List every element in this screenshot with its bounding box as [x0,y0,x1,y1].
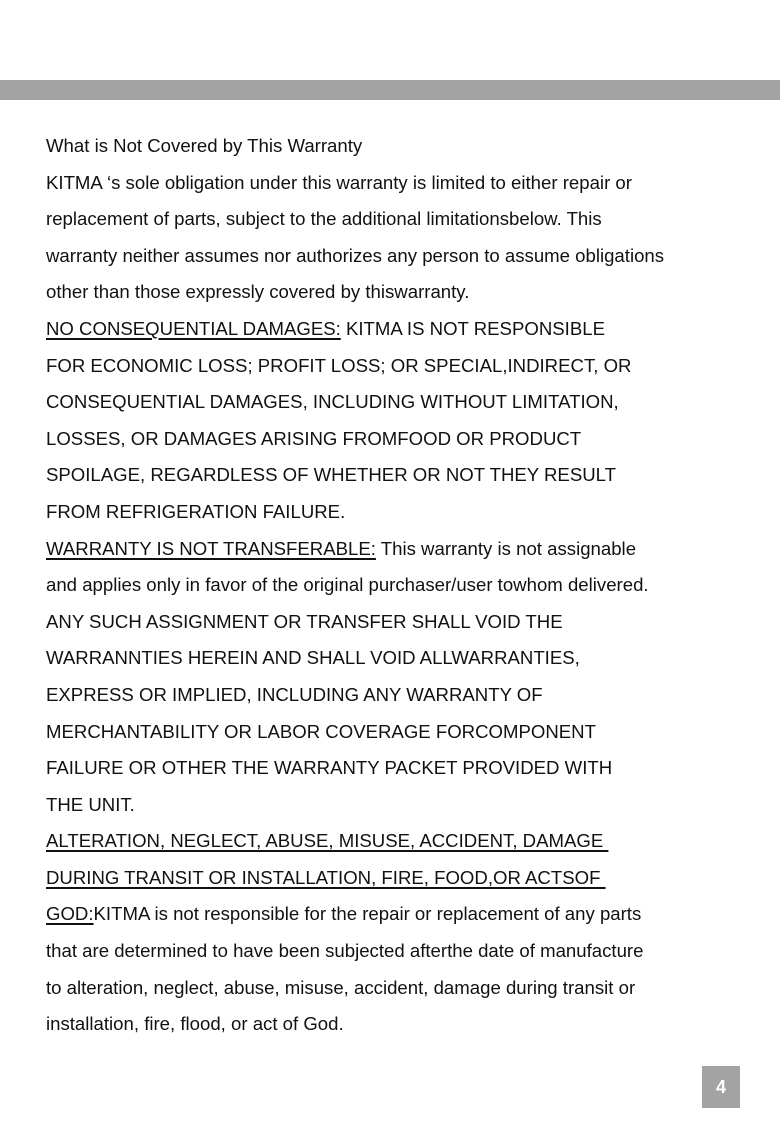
intro-line: KITMA ‘s sole obligation under this warranty is limited to either repair or [46,171,632,193]
intro-line: warranty neither assumes nor authorizes any person to assume obligations [46,244,665,266]
alteration-line [46,896,756,933]
transferable-line [46,531,756,568]
alteration-line: to alteration, neglect, abuse, misuse, accident, damage during transit or [46,976,636,998]
transferable-heading: WARRANTY IS NOT TRANSFERABLE: [46,537,376,559]
section-heading: What is Not Covered by This Warranty [46,135,363,156]
alteration-heading: DURING TRANSIT OR INSTALLATION, FIRE, FOOD,OR ACTSOF [46,866,606,888]
header-bar [0,80,780,100]
transferable-line: and applies only in favor of the original purchaser/user towhom delivered. [46,574,649,596]
intro-line: replacement of parts, subject to the additional limitationsbelow. This [46,208,602,230]
alteration-heading: GOD: [46,903,94,925]
consequential-damages-text: KITMA IS NOT RESPONSIBLE [340,317,605,339]
consequential-damages-line: FOR ECONOMIC LOSS; PROFIT LOSS; OR SPECIAL,INDIRECT, OR [46,354,632,376]
consequential-damages-line: SPOILAGE, REGARDLESS OF WHETHER OR NOT THEY RESULT [46,464,616,486]
intro-line: other than those expressly covered by thiswarranty. [46,281,470,303]
consequential-damages-heading: NO CONSEQUENTIAL DAMAGES: [46,317,341,339]
alteration-line: installation, fire, flood, or act of God. [46,1013,344,1035]
consequential-damages-line: FROM REFRIGERATION FAILURE. [46,500,346,522]
consequential-damages-line: CONSEQUENTIAL DAMAGES, INCLUDING WITHOUT LIMITATION, [46,391,619,413]
transferable-line: EXPRESS OR IMPLIED, INCLUDING ANY WARRANTY OF [46,683,543,705]
transferable-line: WARRANNTIES HEREIN AND SHALL VOID ALLWARRANTIES, [46,647,580,669]
page-number: 4 [702,1066,740,1108]
alteration-text: KITMA is not responsible for the repair or replacement of any parts [93,903,642,925]
warranty-exclusions-section [46,128,756,1043]
transferable-line: ANY SUCH ASSIGNMENT OR TRANSFER SHALL VOID THE [46,610,563,632]
alteration-heading: ALTERATION, NEGLECT, ABUSE, MISUSE, ACCIDENT, DAMAGE [46,830,609,852]
transferable-line: THE UNIT. [46,793,135,815]
alteration-heading-line [46,860,756,897]
transferable-line: FAILURE OR OTHER THE WARRANTY PACKET PROVIDED WITH [46,757,613,779]
alteration-heading-line [46,823,756,860]
consequential-damages-line: LOSSES, OR DAMAGES ARISING FROMFOOD OR PRODUCT [46,427,582,449]
transferable-line: MERCHANTABILITY OR LABOR COVERAGE FORCOMPONENT [46,720,596,742]
consequential-damages-line [46,311,756,348]
transferable-text: This warranty is not assignable [375,537,637,559]
alteration-line: that are determined to have been subjected afterthe date of manufacture [46,940,644,962]
